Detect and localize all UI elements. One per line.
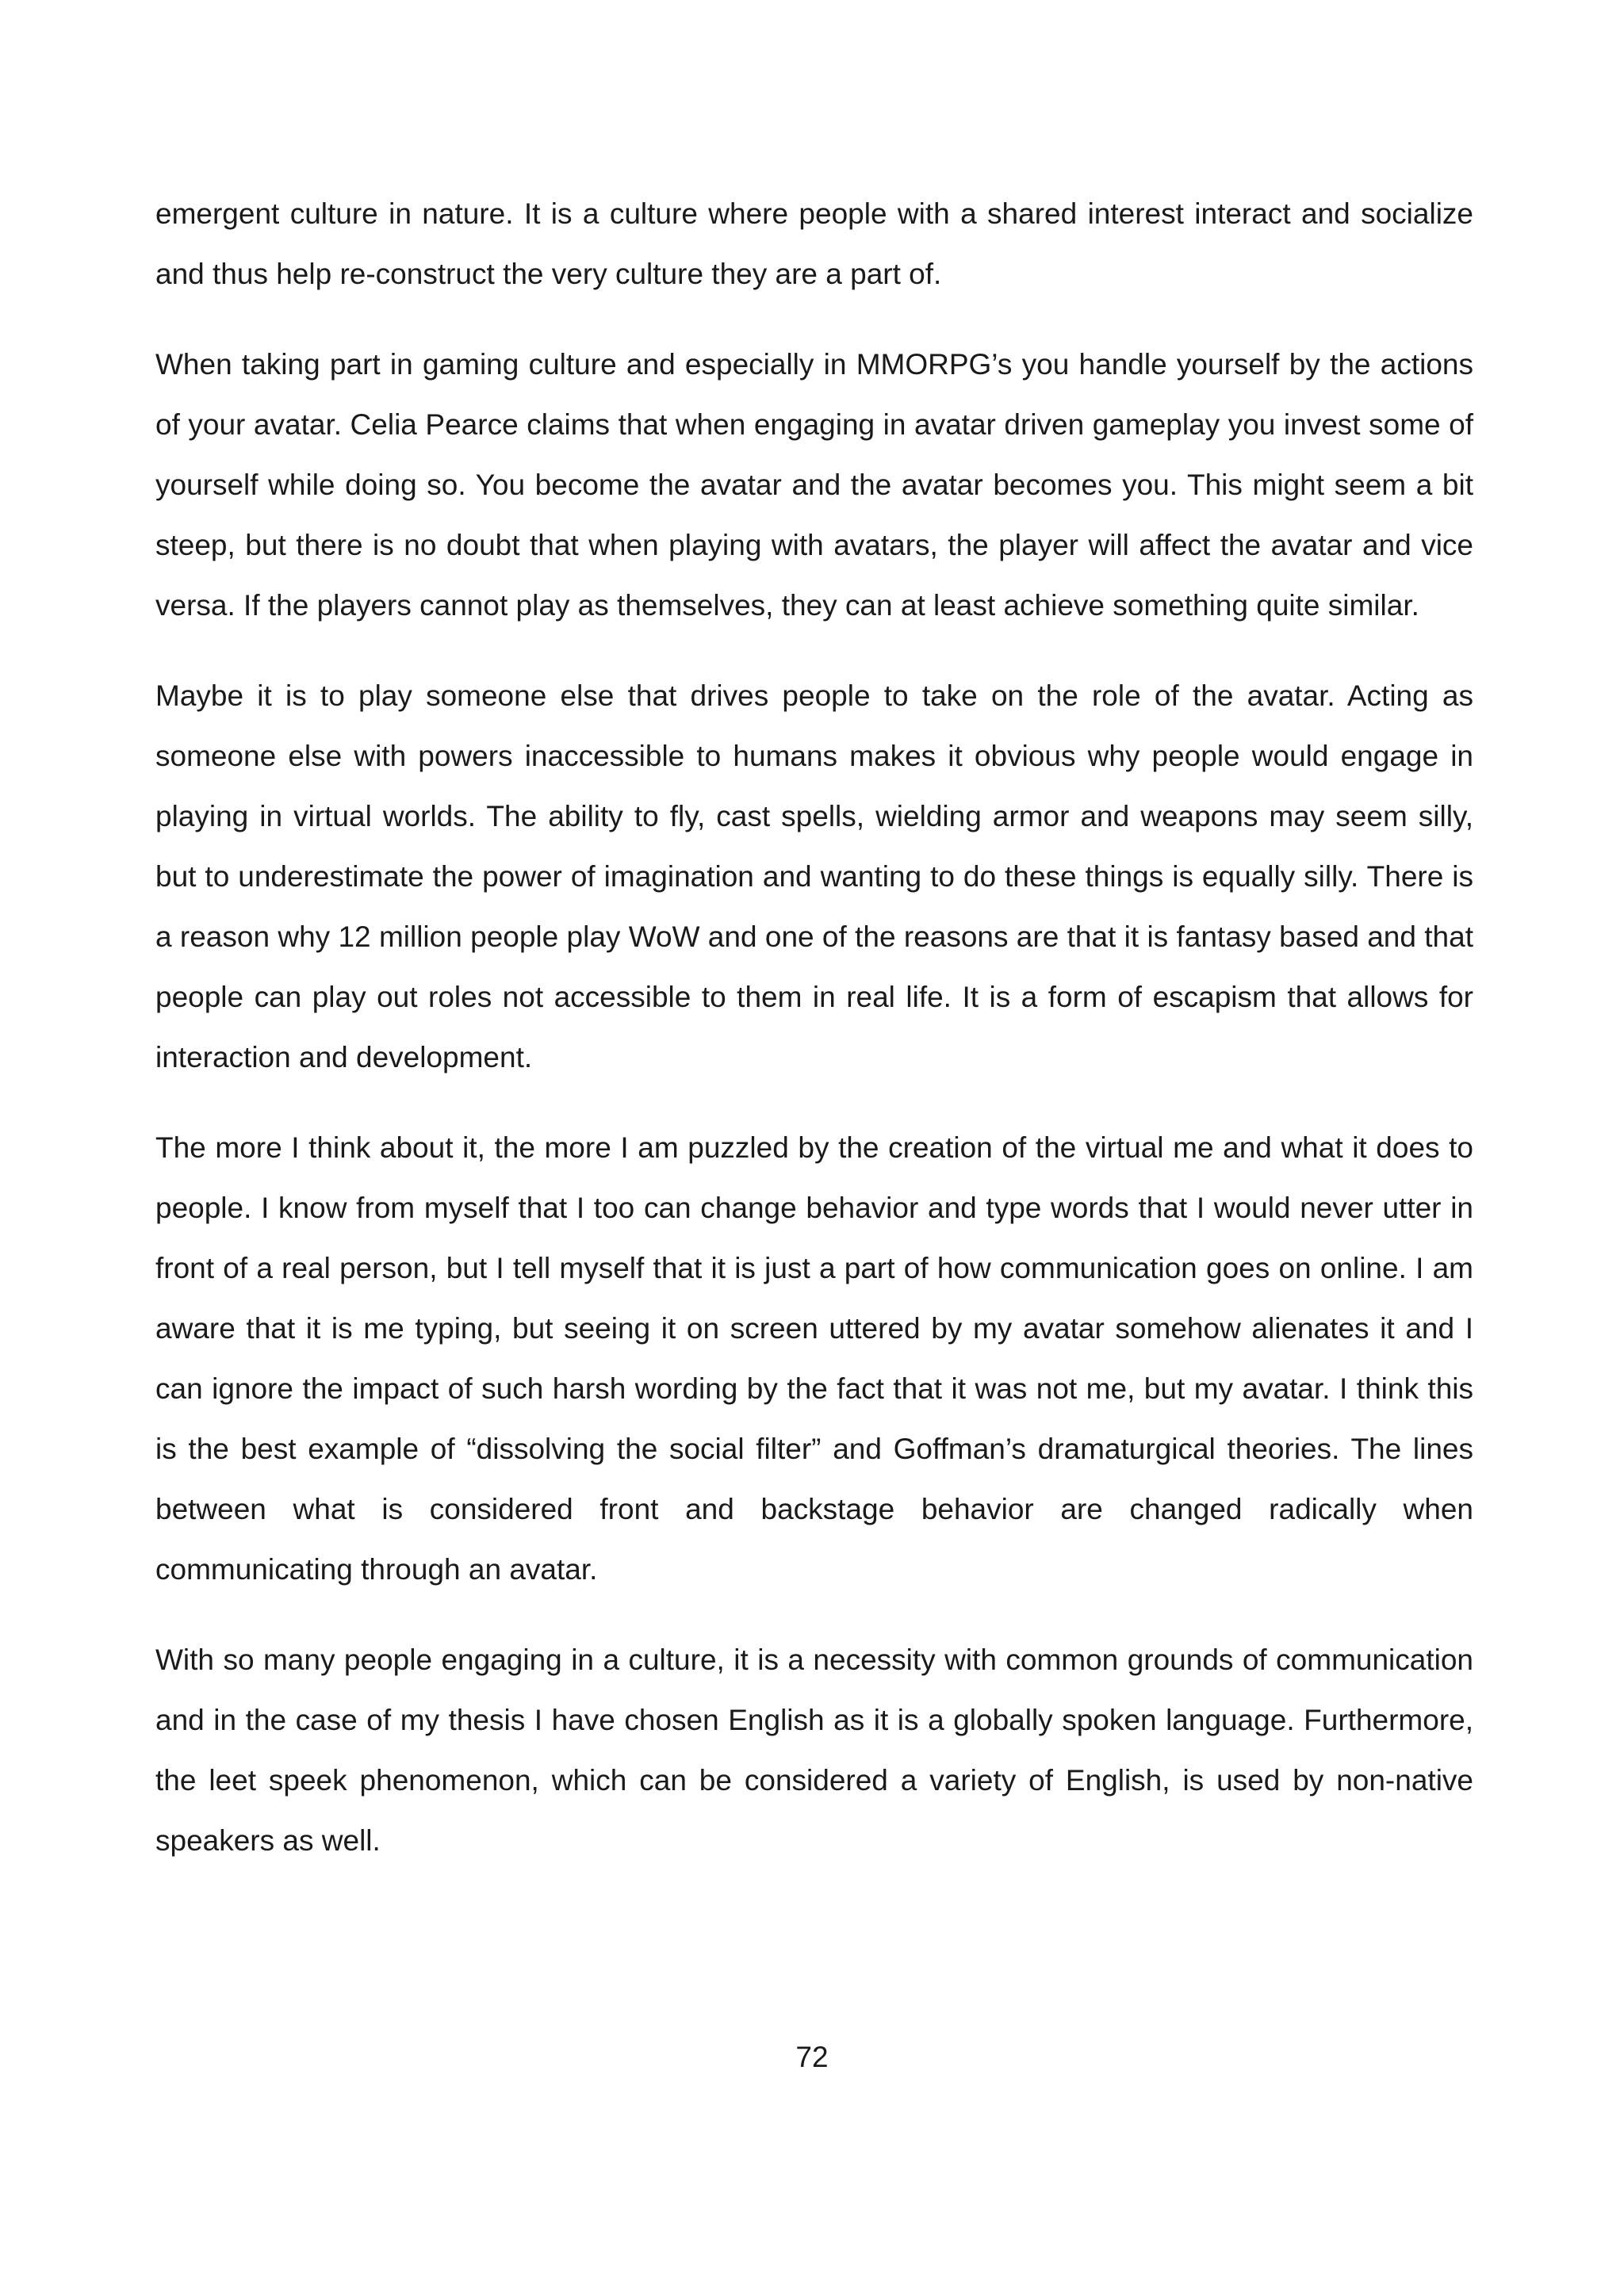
paragraph-5: With so many people engaging in a culture, it is a necessity with common grounds of communication and in the case of my thesis I have chosen English as it is a globally spoken language. Furthermore, the leet speek phenomenon, which can be considered a variety of English, is used by non-native speakers as well.: [155, 1644, 1473, 1857]
paragraph-3: Maybe it is to play someone else that drives people to take on the role of the avatar. Acting as someone else with powers inaccessible to humans makes it obvious why people would engage in playing in virtual worlds. The ability to fly, cast spells, wielding armor and weapons may seem silly, but to underestimate the power of imagination and wanting to do these things is equally silly. There is a reason why 12 million people play WoW and one of the reasons are that it is fantasy based and that people can play out roles not accessible to them in real life. It is a form of escapism that allows for interaction and development.: [155, 679, 1473, 1073]
paragraph-1: emergent culture in nature. It is a culture where people with a shared interest interact and socialize and thus help re-construct the very culture they are a part of.: [155, 197, 1473, 290]
paragraph-2: When taking part in gaming culture and especially in MMORPG’s you handle yourself by the actions of your avatar. Celia Pearce claims that when engaging in avatar driven gameplay you invest some of yourself while doing so. You become the avatar and the avatar becomes you. This might seem a bit steep, but there is no doubt that when playing with avatars, the player will affect the avatar and vice versa. If the players cannot play as themselves, they can at least achieve something quite similar.: [155, 348, 1473, 622]
paragraph-4: The more I think about it, the more I am puzzled by the creation of the virtual me and what it does to people. I know from myself that I too can change behavior and type words that I would never utter in front of a real person, but I tell myself that it is just a part of how communication goes on online. I am aware that it is me typing, but seeing it on screen uttered by my avatar somehow alienates it and I can ignore the impact of such harsh wording by the fact that it was not me, but my avatar. I think this is the best example of “dissolving the social filter” and Goffman’s dramaturgical theories. The lines between what is considered front and backstage behavior are changed radically when communicating through an avatar.: [155, 1131, 1473, 1586]
page-number: 72: [795, 2041, 829, 2073]
body-text: [155, 184, 1473, 1901]
